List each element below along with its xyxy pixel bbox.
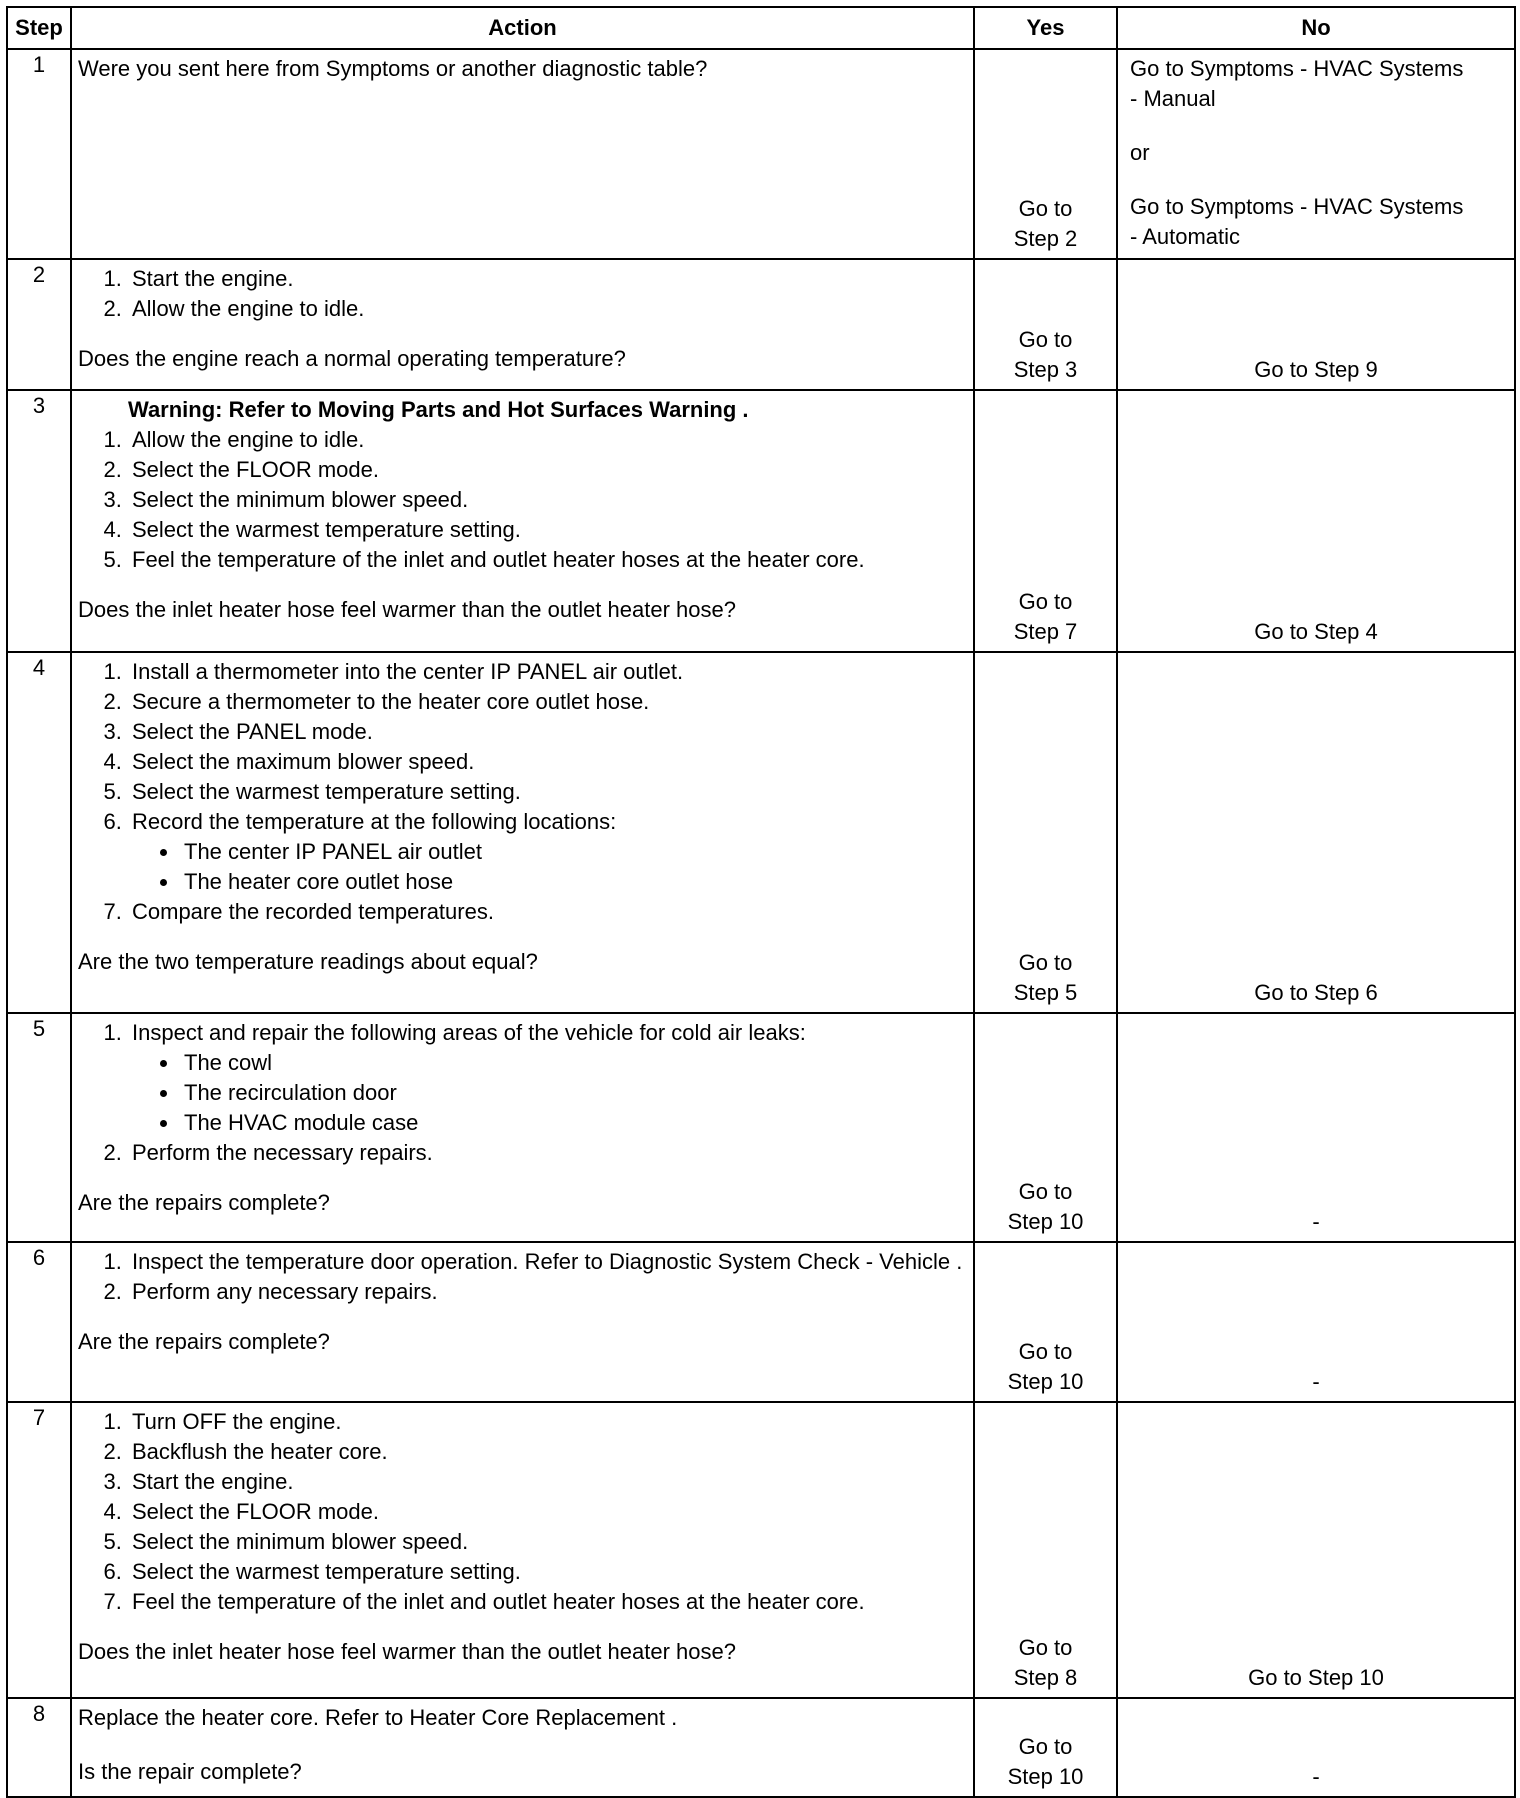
action-question: Does the engine reach a normal operating temperature? (78, 346, 626, 371)
table-row (7, 652, 1515, 1013)
table-row (7, 1242, 1515, 1402)
yes-text: Go to (1018, 1339, 1073, 1364)
action-question: Does the inlet heater hose feel warmer than the outlet heater hose? (78, 597, 736, 622)
action-cell (71, 1698, 974, 1797)
diagnostic-table (6, 6, 1516, 1798)
table-row (7, 1013, 1515, 1242)
yes-cell (974, 1242, 1117, 1402)
yes-cell (974, 49, 1117, 259)
no-cell (1117, 259, 1515, 390)
action-step-text: Inspect and repair the following areas of the vehicle for cold air leaks: (132, 1020, 806, 1045)
action-text: Replace the heater core. Refer to Heater Core Replacement . (78, 1705, 678, 1730)
no-text: Go to Step 9 (1254, 357, 1378, 382)
action-step: 4. Select the FLOOR mode. (128, 1497, 967, 1527)
action-step: 5. Select the minimum blower speed. (128, 1527, 967, 1557)
no-cell (1117, 1242, 1515, 1402)
yes-cell (974, 390, 1117, 652)
no-text: or (1130, 140, 1150, 165)
action-step: 6. Select the warmest temperature setting. (128, 1557, 967, 1587)
step-number: 3 (7, 390, 71, 652)
yes-cell (974, 1402, 1117, 1698)
action-step: 2. Select the FLOOR mode. (128, 455, 967, 485)
yes-cell (974, 1013, 1117, 1242)
yes-step: Step 10 (1007, 1764, 1084, 1789)
bullet-item: • The HVAC module case (180, 1108, 967, 1138)
action-steps (78, 264, 967, 324)
yes-step: Step 8 (1013, 1665, 1078, 1690)
action-step: 1. Inspect the temperature door operation. Refer to Diagnostic System Check - Vehicle . (128, 1247, 967, 1277)
header-step: Step (7, 7, 71, 49)
action-cell (71, 1402, 974, 1698)
action-steps (78, 1018, 967, 1168)
action-cell (71, 259, 974, 390)
no-text: Go to Step 6 (1254, 980, 1378, 1005)
action-step (128, 1018, 967, 1138)
no-text: Go to Step 10 (1248, 1665, 1384, 1690)
yes-step: Step 2 (1013, 226, 1078, 251)
action-steps (78, 1407, 967, 1617)
bullet-item: • The heater core outlet hose (180, 867, 967, 897)
action-step: 1. Allow the engine to idle. (128, 425, 967, 455)
bullet-item: • The center IP PANEL air outlet (180, 837, 967, 867)
yes-text: Go to (1018, 1734, 1073, 1759)
header-yes: Yes (974, 7, 1117, 49)
action-cell (71, 49, 974, 259)
step-number: 7 (7, 1402, 71, 1698)
no-cell (1117, 1402, 1515, 1698)
action-steps (78, 1247, 967, 1307)
table-row (7, 390, 1515, 652)
header-action: Action (71, 7, 974, 49)
header-row (7, 7, 1515, 49)
bullet-item: • The recirculation door (180, 1078, 967, 1108)
action-cell (71, 1242, 974, 1402)
action-question: Are the repairs complete? (78, 1329, 330, 1354)
no-text: - (1312, 1764, 1320, 1789)
action-cell (71, 1013, 974, 1242)
action-step: 2. Perform the necessary repairs. (128, 1138, 967, 1168)
table-row (7, 1698, 1515, 1797)
action-step: 2. Perform any necessary repairs. (128, 1277, 967, 1307)
action-question: Are the two temperature readings about equal? (78, 949, 538, 974)
action-step: 7. Feel the temperature of the inlet and outlet heater hoses at the heater core. (128, 1587, 967, 1617)
no-text: - Manual (1130, 86, 1216, 111)
no-text: - Automatic (1130, 224, 1241, 249)
bullet-list (132, 837, 967, 897)
yes-text: Go to (1018, 950, 1073, 975)
no-text: - (1312, 1209, 1320, 1234)
no-cell (1117, 1013, 1515, 1242)
yes-step: Step 7 (1013, 619, 1078, 644)
action-step: 2. Backflush the heater core. (128, 1437, 967, 1467)
table-row (7, 259, 1515, 390)
action-question: Is the repair complete? (78, 1759, 302, 1784)
yes-text: Go to (1018, 1635, 1073, 1660)
yes-cell (974, 1698, 1117, 1797)
no-text: Go to Symptoms - HVAC Systems (1130, 194, 1464, 219)
no-cell (1117, 49, 1515, 259)
yes-text: Go to (1018, 1179, 1073, 1204)
action-question: Are the repairs complete? (78, 1190, 330, 1215)
step-number: 8 (7, 1698, 71, 1797)
no-cell (1117, 1698, 1515, 1797)
no-cell (1117, 652, 1515, 1013)
action-step: 7. Compare the recorded temperatures. (128, 897, 967, 927)
action-step: 3. Select the PANEL mode. (128, 717, 967, 747)
bullet-list (132, 1048, 967, 1138)
no-text: Go to Step 4 (1254, 619, 1378, 644)
bullet-item: • The cowl (180, 1048, 967, 1078)
yes-step: Step 5 (1013, 980, 1078, 1005)
action-cell (71, 390, 974, 652)
action-step: 2. Secure a thermometer to the heater core outlet hose. (128, 687, 967, 717)
action-cell (71, 652, 974, 1013)
header-no: No (1117, 7, 1515, 49)
action-question: Does the inlet heater hose feel warmer than the outlet heater hose? (78, 1639, 736, 1664)
action-step: 3. Start the engine. (128, 1467, 967, 1497)
yes-cell (974, 259, 1117, 390)
step-number: 6 (7, 1242, 71, 1402)
yes-cell (974, 652, 1117, 1013)
yes-step: Step 10 (1007, 1369, 1084, 1394)
action-steps (78, 425, 967, 575)
action-step: 2. Allow the engine to idle. (128, 294, 967, 324)
action-step: 1. Install a thermometer into the center IP PANEL air outlet. (128, 657, 967, 687)
yes-text: Go to (1018, 327, 1073, 352)
yes-step: Step 10 (1007, 1209, 1084, 1234)
table-row (7, 49, 1515, 259)
action-steps (78, 657, 967, 927)
warning-text: Warning: Refer to Moving Parts and Hot Surfaces Warning . (128, 397, 749, 422)
action-step (128, 807, 967, 897)
step-number: 2 (7, 259, 71, 390)
action-text: Were you sent here from Symptoms or another diagnostic table? (78, 56, 708, 81)
action-step: 1. Start the engine. (128, 264, 967, 294)
no-cell (1117, 390, 1515, 652)
action-step: 5. Select the warmest temperature setting. (128, 777, 967, 807)
action-step: 5. Feel the temperature of the inlet and outlet heater hoses at the heater core. (128, 545, 967, 575)
table-row (7, 1402, 1515, 1698)
yes-text: Go to (1018, 589, 1073, 614)
step-number: 1 (7, 49, 71, 259)
action-step-text: Record the temperature at the following locations: (132, 809, 617, 834)
yes-step: Step 3 (1013, 357, 1078, 382)
step-number: 4 (7, 652, 71, 1013)
step-number: 5 (7, 1013, 71, 1242)
yes-text: Go to (1018, 196, 1073, 221)
no-text: - (1312, 1369, 1320, 1394)
action-step: 4. Select the warmest temperature setting. (128, 515, 967, 545)
no-text: Go to Symptoms - HVAC Systems (1130, 56, 1464, 81)
action-step: 1. Turn OFF the engine. (128, 1407, 967, 1437)
action-step: 4. Select the maximum blower speed. (128, 747, 967, 777)
action-step: 3. Select the minimum blower speed. (128, 485, 967, 515)
